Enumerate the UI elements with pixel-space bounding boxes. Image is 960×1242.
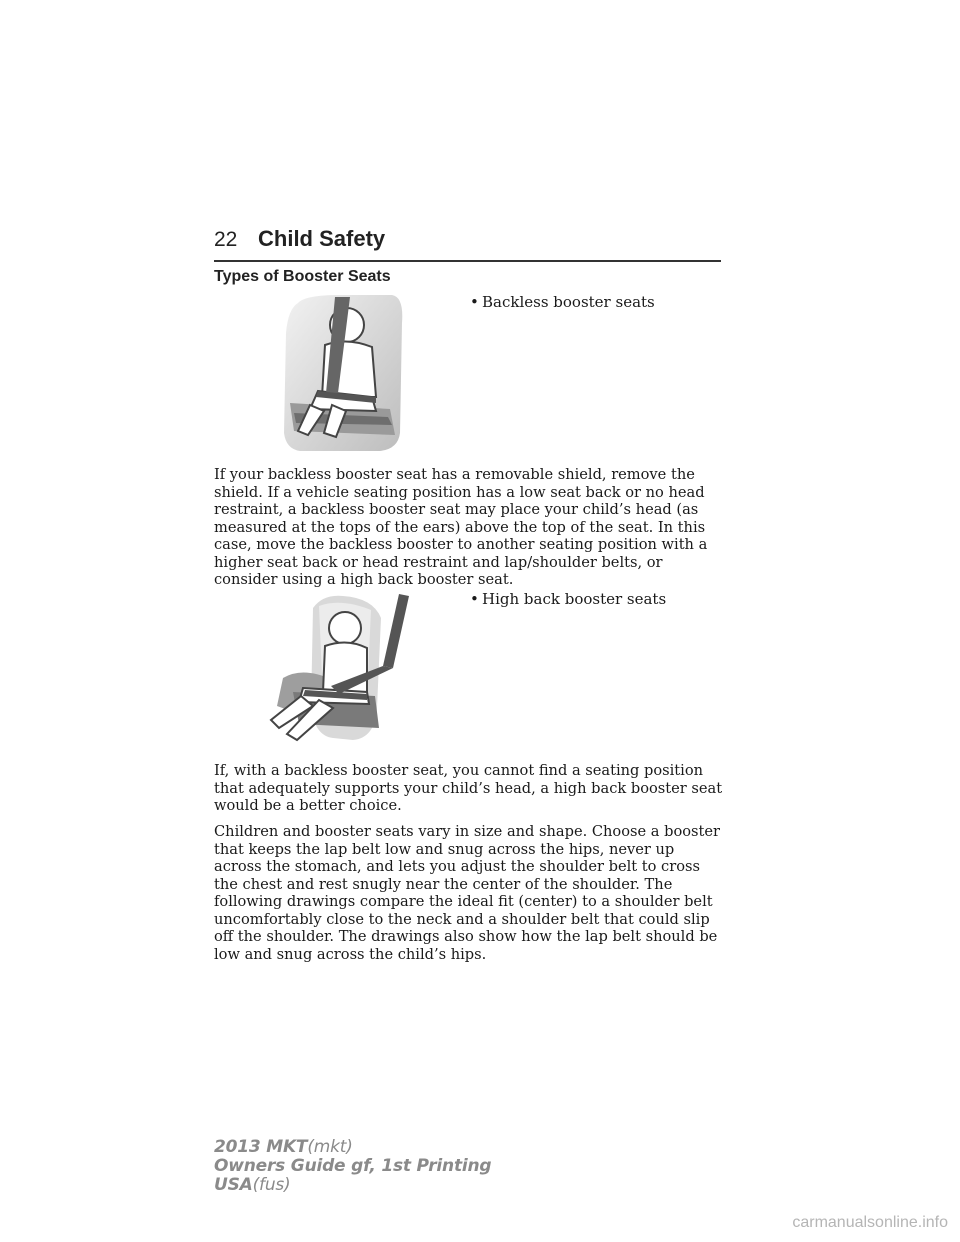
paragraph-3: Children and booster seats vary in size and shape. Choose a booster that keeps the lap belt low and snug across the hips, never up across the stomach, and lets you adjust the shoulder belt to cross the chest and rest snugly near the center of the shoulder. The following drawings compare the ideal fit (center) to a shoulder belt uncomfortably close to the neck and a shoulder belt that could slip off the shoulder. The drawings also show how the lap belt should be low and snug across the child’s hips. <box>214 823 720 963</box>
footer-market: USA <box>214 1175 253 1195</box>
footer-line-1 <box>214 1138 491 1157</box>
watermark: carmanualsonline.info <box>792 1214 948 1231</box>
paragraph-2: If, with a backless booster seat, you cannot find a seating position that adequately supports your child’s head, a high back booster seat would be a better choice. <box>214 762 723 814</box>
subheading: Types of Booster Seats <box>214 268 391 285</box>
bullet-backless <box>470 293 655 311</box>
page-number: 22 <box>214 228 238 251</box>
bullet-highback <box>470 590 666 608</box>
footer-model: 2013 MKT <box>214 1137 308 1157</box>
page-header <box>214 226 721 262</box>
footer-model-code: (mkt) <box>307 1137 353 1157</box>
bullet-dot: • <box>470 590 479 608</box>
section-title: Child Safety <box>258 226 386 251</box>
bullet-backless-label: Backless booster seats <box>482 293 655 311</box>
footer-line-2 <box>214 1157 491 1176</box>
backless-booster-illustration <box>280 293 410 453</box>
highback-booster-illustration <box>263 588 413 748</box>
footer-market-code: (fus) <box>252 1175 291 1195</box>
footer-guide: Owners Guide gf, 1st Printing <box>214 1156 492 1176</box>
header-rule <box>214 260 721 262</box>
bullet-dot: • <box>470 293 479 311</box>
footer-line-3 <box>214 1176 491 1195</box>
paragraph-1: If your backless booster seat has a removable shield, remove the shield. If a vehicle seating position has a low seat back or no head restraint, a backless booster seat may place your child’s head (as measured at the tops of the ears) above the top of the seat. In this case, move the backless booster to another seating position with a higher seat back or head restraint and lap/shoulder belts, or consider using a high back booster seat. <box>214 466 708 588</box>
bullet-highback-label: High back booster seats <box>482 590 667 608</box>
footer-printing-info <box>214 1138 491 1195</box>
